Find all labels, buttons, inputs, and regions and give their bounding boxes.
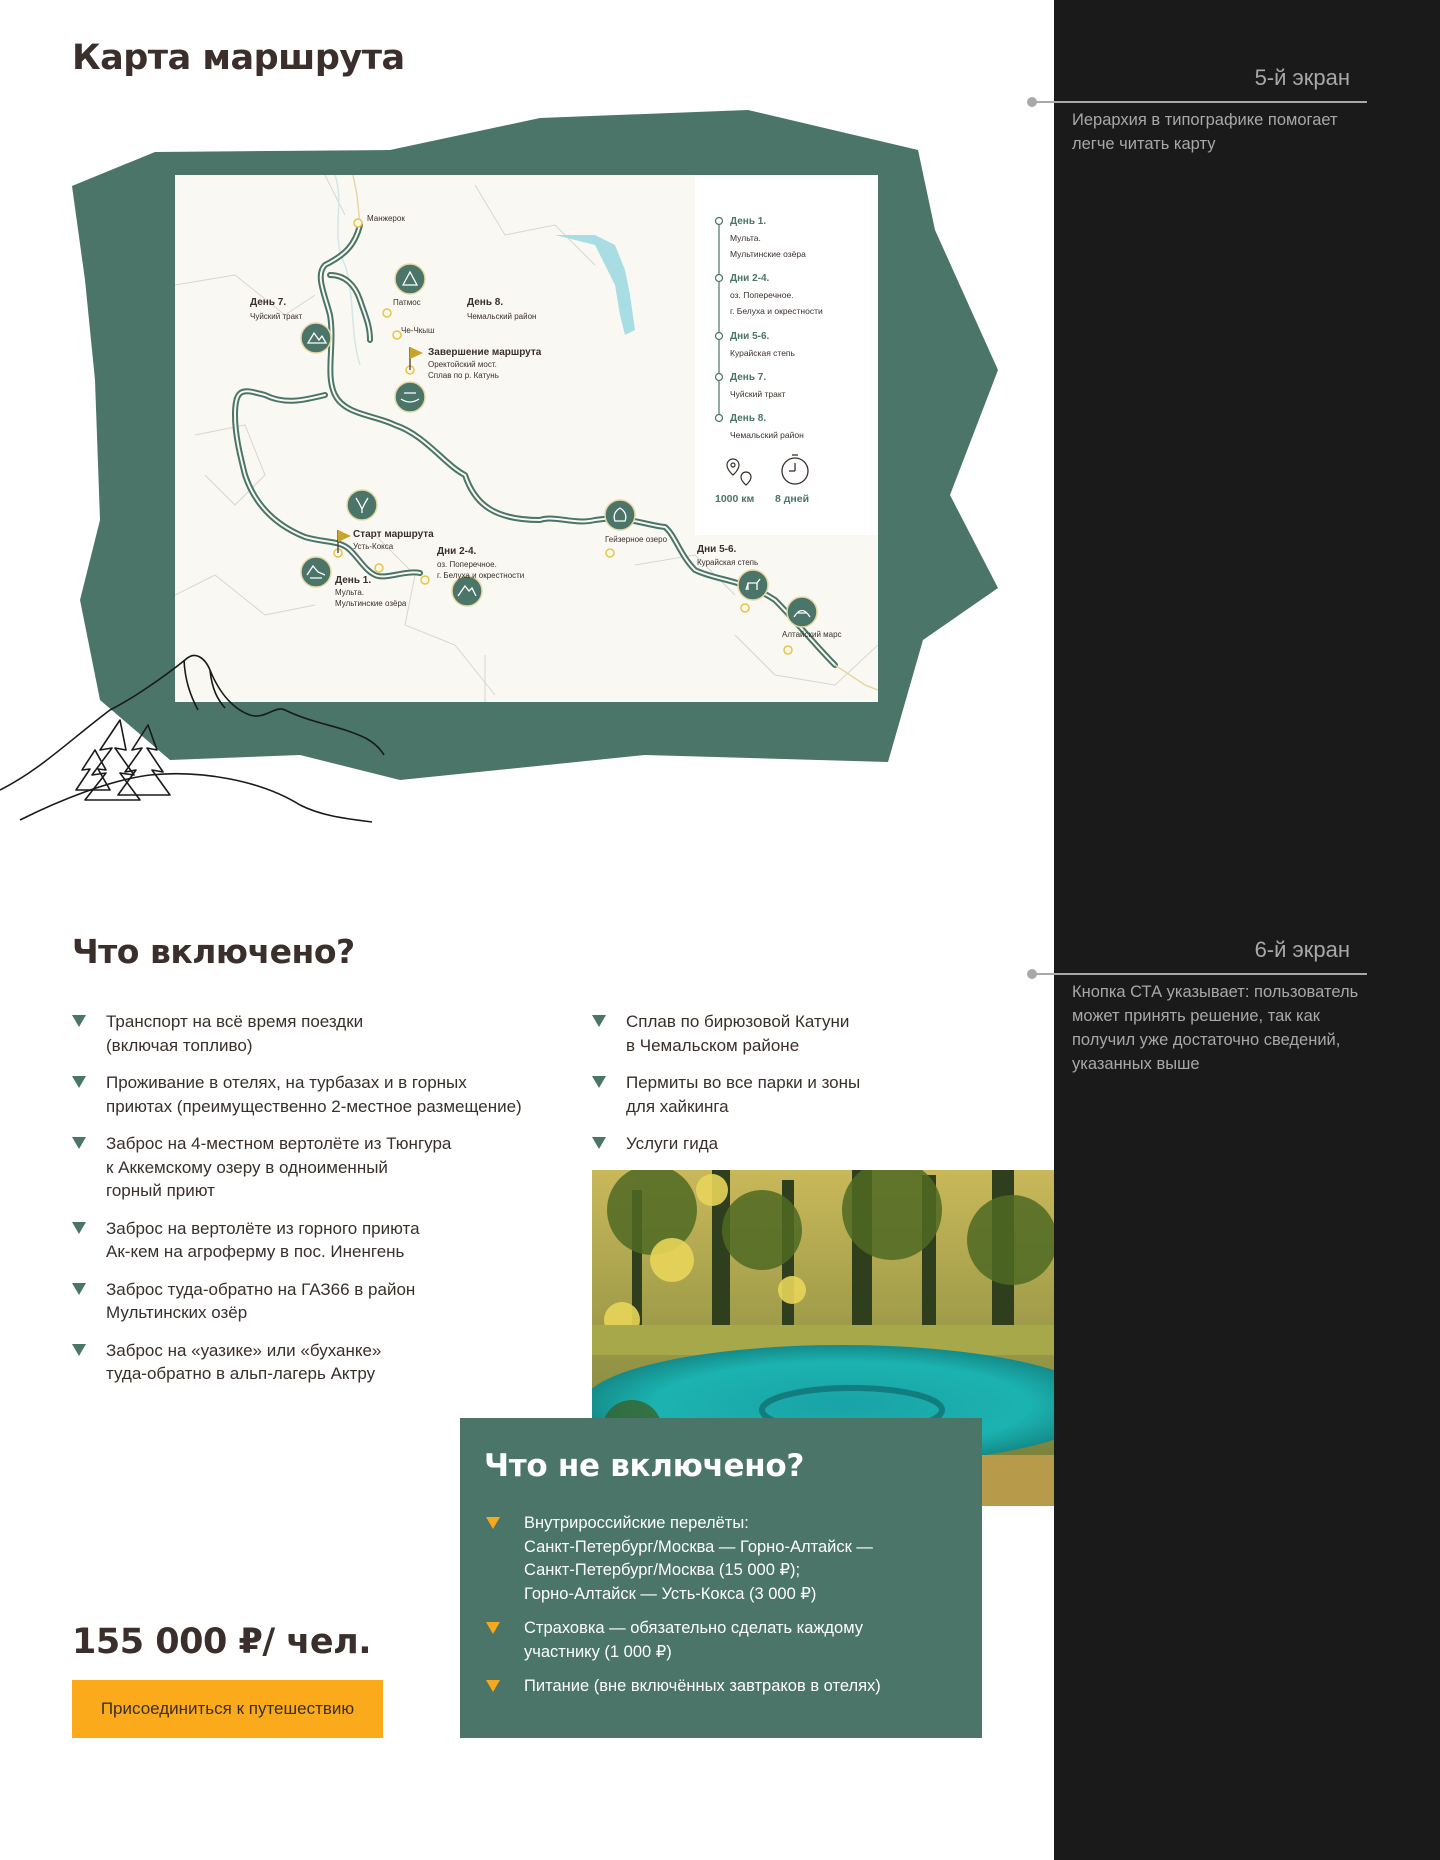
label-day7-sub: Чуйский тракт [250, 312, 303, 321]
mountain-icon [301, 323, 331, 353]
label-day8-sub: Чемальский район [467, 312, 537, 321]
legend-item-title: День 1. [730, 216, 767, 227]
list-item: Заброс на 4-местном вертолёте из Тюнгура к Аккемскому озеру в одноименный горный приют [72, 1132, 592, 1203]
bullet-triangle-icon [72, 1283, 86, 1295]
list-item: Заброс на вертолёте из горного приюта Ак-кем на агроферму в пос. Иненгень [72, 1217, 592, 1264]
label-day1-sub1: Мульта. [335, 588, 365, 597]
legend-dot [716, 218, 723, 225]
label-start-sub: Усть-Кокса [353, 542, 394, 551]
bullet-triangle-icon [592, 1137, 606, 1149]
legend-item-sub: Курайская степь [730, 348, 795, 358]
foreground-ridge [20, 774, 372, 822]
waypoint [393, 331, 401, 339]
included-list-right [592, 1010, 1032, 1156]
legend-dot [716, 415, 723, 422]
tent-icon [395, 264, 425, 294]
legend-item-title: День 8. [730, 413, 767, 424]
label-start: Старт маршрута [353, 529, 434, 540]
mars-icon [787, 597, 817, 627]
label-day1: День 1. [335, 575, 372, 586]
legend-dot [716, 374, 723, 381]
route-map[interactable] [175, 175, 878, 702]
bullet-triangle-icon [592, 1076, 606, 1088]
legend-item-title: Дни 5-6. [730, 331, 770, 342]
included-list-left [72, 1010, 592, 1386]
list-item: Внутрироссийские перелёты: Санкт-Петербург/Москва — Горно-Алтайск — Санкт-Петербург/Москва (15 000 ₽); Горно-Алтайск — Усть-Кокса (3 000 ₽) [484, 1512, 964, 1606]
note-line [1032, 101, 1367, 103]
map-svg [175, 175, 878, 702]
not-included-title: Что не включено? [484, 1448, 805, 1484]
list-item: Пермиты во все парки и зоны для хайкинга [592, 1071, 1032, 1118]
screen5-text: Иерархия в типографике помогает легче читать карту [1072, 111, 1338, 153]
list-item: Услуги гида [592, 1132, 1032, 1156]
label-day24-sub2: г. Белуха и окрестности [437, 571, 525, 580]
waypoint [606, 549, 614, 557]
legend-item-sub: Мультинские озёра [730, 249, 806, 259]
note-line [1032, 973, 1367, 975]
legend-item-sub: г. Белуха и окрестности [730, 306, 823, 316]
lake-icon [301, 557, 331, 587]
legend-item-sub: Мульта. [730, 233, 761, 243]
label-finish-sub2: Сплав по р. Катунь [428, 371, 499, 380]
legend-distance: 1000 км [715, 493, 755, 505]
bullet-triangle-icon [486, 1622, 500, 1634]
list-item: Проживание в отелях, на турбазах и в горных приютах (преимущественно 2-местное размещение) [72, 1071, 592, 1118]
mountain-detail [184, 660, 225, 710]
price: 155 000 ₽/ чел. [72, 1622, 372, 1662]
bullet-triangle-icon [486, 1680, 500, 1692]
raft-icon [395, 382, 425, 412]
waypoint [741, 604, 749, 612]
mountains-illustration [0, 640, 400, 840]
legend-item-sub: Чуйский тракт [730, 389, 786, 399]
screen6-label: 6-й экран [1254, 937, 1350, 962]
label-altai-mars: Алтайский марс [782, 630, 842, 639]
list-item: Страховка — обязательно сделать каждому участнику (1 000 ₽) [484, 1617, 964, 1664]
label-patmos: Патмос [393, 298, 421, 307]
screen5-label: 5-й экран [1254, 65, 1350, 90]
bullet-triangle-icon [72, 1344, 86, 1356]
label-day24: Дни 2-4. [437, 546, 477, 557]
legend-dot [716, 333, 723, 340]
bullet-triangle-icon [592, 1015, 606, 1027]
waypoint [383, 309, 391, 317]
legend-dot [716, 275, 723, 282]
label-day24-sub1: оз. Поперечное. [437, 560, 497, 569]
list-item: Заброс на «уазике» или «буханке» туда-обратно в альп-лагерь Актру [72, 1339, 592, 1386]
label-finish: Завершение маршрута [428, 347, 542, 358]
geyser-icon [605, 500, 635, 530]
right-sidebar [1054, 0, 1440, 1860]
list-item: Заброс туда-обратно на ГАЗ66 в район Мультинских озёр [72, 1278, 592, 1325]
screen6-text: Кнопка СТА указывает: пользователь может принять решение, так как получил уже достаточно сведений, указанных выше [1072, 983, 1359, 1073]
tree-icon [76, 750, 110, 790]
legend-item-title: День 7. [730, 372, 767, 383]
not-included-list [484, 1512, 964, 1699]
river [335, 175, 360, 365]
list-item: Сплав по бирюзовой Катуни в Чемальском районе [592, 1010, 1032, 1057]
list-item: Питание (вне включённых завтраков в отелях) [484, 1675, 964, 1699]
lake-teletskoye [555, 235, 635, 335]
label-day8: День 8. [467, 297, 504, 308]
included-title: Что включено? [72, 932, 355, 971]
bullet-triangle-icon [72, 1076, 86, 1088]
mountain-ridge [0, 655, 384, 790]
legend-item-sub: оз. Поперечное. [730, 290, 794, 300]
list-item: Транспорт на всё время поездки (включая топливо) [72, 1010, 592, 1057]
label-che-chysh: Че-Чкыш [401, 326, 435, 335]
not-included-panel [460, 1418, 982, 1738]
peak-icon [452, 576, 482, 606]
label-finish-sub1: Оректойский мост. [428, 360, 497, 369]
horse-icon [738, 570, 768, 600]
legend-duration: 8 дней [775, 493, 810, 505]
waypoint [354, 219, 362, 227]
legend-item-title: Дни 2-4. [730, 273, 770, 284]
join-trip-button[interactable]: Присоединиться к путешествию [72, 1680, 383, 1738]
label-day56-sub: Курайская степь [697, 558, 759, 567]
label-geyser-lake: Гейзерное озеро [605, 535, 668, 544]
label-day7: День 7. [250, 297, 287, 308]
legend-item-sub: Чемальский район [730, 430, 804, 440]
waypoint [784, 646, 792, 654]
tree-icon [118, 725, 170, 795]
bullet-triangle-icon [72, 1015, 86, 1027]
waypoint [421, 576, 429, 584]
bullet-triangle-icon [72, 1222, 86, 1234]
bullet-triangle-icon [72, 1137, 86, 1149]
waypoint [375, 564, 383, 572]
label-day56: Дни 5-6. [697, 544, 737, 555]
map-title: Карта маршрута [72, 38, 405, 78]
label-day1-sub2: Мультинские озёра [335, 599, 407, 608]
deer-icon [347, 490, 377, 520]
bullet-triangle-icon [486, 1517, 500, 1529]
label-manzherok: Манжерок [367, 214, 405, 223]
